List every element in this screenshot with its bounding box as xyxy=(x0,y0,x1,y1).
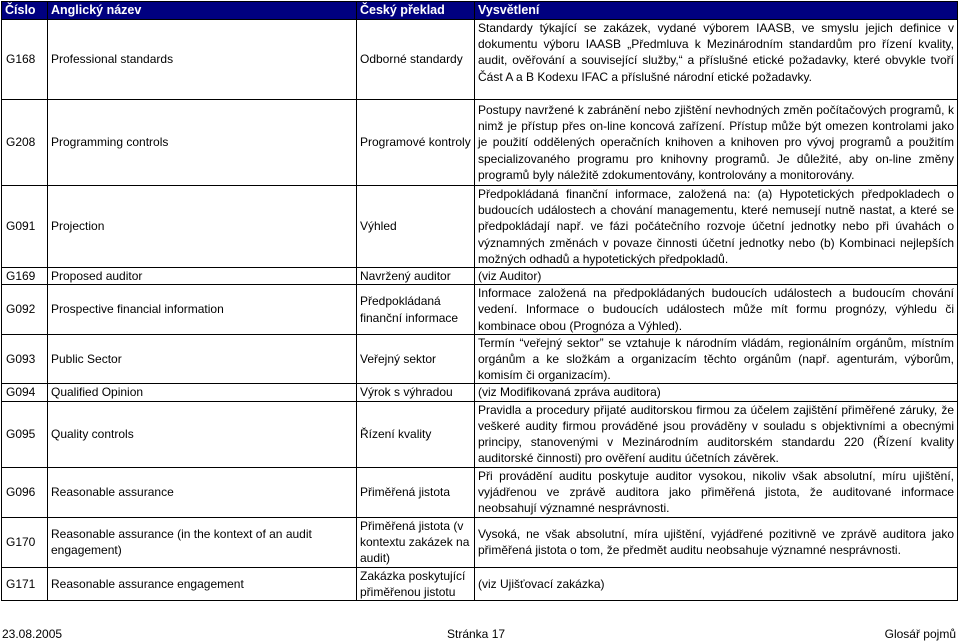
english-term: Proposed auditor xyxy=(48,268,357,285)
term-explanation: (viz Auditor) xyxy=(475,268,958,285)
czech-term: Odborné standardy xyxy=(357,20,475,100)
term-explanation: Informace založená na předpokládaných budoucích událostech a budoucím chování vedení. Informace o budoucích událostech může mít formu prognózy, výhledu či kombinace obou (Prognóza a Výhled). xyxy=(475,285,958,335)
english-term: Qualified Opinion xyxy=(48,384,357,401)
term-code: G094 xyxy=(2,384,48,401)
term-explanation: Termín “veřejný sektor” se vztahuje k národním vládám, regionálním orgánům, místním orgánům a ke složkám a organizacím těchto orgánům (např. agenturám, výborům, komisím či organizacím). xyxy=(475,334,958,384)
english-term: Reasonable assurance (in the kontext of an audit engagement) xyxy=(48,517,357,567)
english-term: Professional standards xyxy=(48,20,357,100)
footer-date: 23.08.2005 xyxy=(2,627,63,641)
term-code: G208 xyxy=(2,100,48,186)
english-term: Projection xyxy=(48,186,357,268)
english-term: Reasonable assurance xyxy=(48,467,357,517)
page-footer xyxy=(0,627,960,643)
term-code: G096 xyxy=(2,467,48,517)
czech-term: Výrok s výhradou xyxy=(357,384,475,401)
table-row xyxy=(2,285,958,335)
table-row xyxy=(2,517,958,567)
czech-term: Předpokládaná finanční informace xyxy=(357,285,475,335)
term-explanation: (viz Modifikovaná zpráva auditora) xyxy=(475,384,958,401)
czech-term: Zakázka poskytující přiměřenou jistotu xyxy=(357,567,475,600)
table-row xyxy=(2,567,958,600)
english-term: Public Sector xyxy=(48,334,357,384)
table-row xyxy=(2,186,958,268)
english-term: Quality controls xyxy=(48,401,357,467)
footer-document-title: Glosář pojmů xyxy=(884,627,956,641)
table-row xyxy=(2,334,958,384)
header-english-term: Anglický název xyxy=(48,2,357,20)
czech-term: Veřejný sektor xyxy=(357,334,475,384)
header-czech-translation: Český překlad xyxy=(357,2,475,20)
term-code: G169 xyxy=(2,268,48,285)
czech-term: Přiměřená jistota xyxy=(357,467,475,517)
header-explanation: Vysvětlení xyxy=(475,2,958,20)
term-code: G092 xyxy=(2,285,48,335)
english-term: Programming controls xyxy=(48,100,357,186)
term-explanation: Předpokládaná finanční informace, založená na: (a) Hypotetických předpokladech o budoucích událostech a chování managementu, které nemusejí nutně nastat, a které se předpokládají např. ve fázi počátečního rozvoje účetní jednotky nebo při úvahách o významných změnách v povaze činnosti účetní jednotky nebo (b) Kombinaci nejlepších možných odhadů a hypotetických předpokladů. xyxy=(475,186,958,268)
czech-term: Programové kontroly xyxy=(357,100,475,186)
table-row xyxy=(2,401,958,467)
czech-term: Řízení kvality xyxy=(357,401,475,467)
table-row xyxy=(2,384,958,401)
czech-term: Přiměřená jistota (v kontextu zakázek na audit) xyxy=(357,517,475,567)
term-explanation: Při provádění auditu poskytuje auditor vysokou, nikoliv však absolutní, míru ujištění, vyjádřenou ve zprávě auditora jako přiměřená jistota, že auditované informace neobsahují významné nesprávnosti. xyxy=(475,467,958,517)
term-code: G171 xyxy=(2,567,48,600)
czech-term: Navržený auditor xyxy=(357,268,475,285)
term-code: G168 xyxy=(2,20,48,100)
header-row xyxy=(2,2,958,20)
table-row xyxy=(2,100,958,186)
header-code: Číslo xyxy=(2,2,48,20)
table-row xyxy=(2,268,958,285)
term-explanation: Standardy týkající se zakázek, vydané výborem IAASB, ve smyslu jejich definice v dokumentu výboru IAASB „Předmluva k Mezinárodním standardům pro řízení kvality, audit, ověřování a související služby,“ a příslušné etické požadavky, které obvykle tvoří Část A a B Kodexu IFAC a příslušné národní etické požadavky. xyxy=(475,20,958,100)
footer-page-number: Stránka 17 xyxy=(447,627,506,641)
table-row xyxy=(2,467,958,517)
term-code: G093 xyxy=(2,334,48,384)
english-term: Prospective financial information xyxy=(48,285,357,335)
term-explanation: Pravidla a procedury přijaté auditorskou firmou za účelem zajištění přiměřené záruky, že veškeré audity firmou prováděné jsou prováděny v souladu s objektivními a obecnými principy, stanovenými v Mezinárodním auditorském standardu 220 (Řízení kvality auditorské činnosti) pro ověření auditu účetních závěrek. xyxy=(475,401,958,467)
term-code: G095 xyxy=(2,401,48,467)
czech-term: Výhled xyxy=(357,186,475,268)
term-explanation: (viz Ujišťovací zakázka) xyxy=(475,567,958,600)
term-code: G091 xyxy=(2,186,48,268)
term-code: G170 xyxy=(2,517,48,567)
table-row xyxy=(2,20,958,100)
term-explanation: Postupy navržené k zabránění nebo zjištění nevhodných změn počítačových programů, k nimž je přístup přes on-line koncová zařízení. Přístup může být omezen kontrolami jako je použití oddělených operačních knihoven a knihoven pro vývoj programů a použitím specializovaného programu pro knihovny programů. Je důležité, aby on-line změny programů byly náležitě zdokumentovány, kontrolovány a monitorovány. xyxy=(475,100,958,186)
glossary-table xyxy=(1,1,958,601)
english-term: Reasonable assurance engagement xyxy=(48,567,357,600)
term-explanation: Vysoká, ne však absolutní, míra ujištění, vyjádřené pozitivně ve zprávě auditora jako přiměřená jistota o tom, že předmět auditu neobsahuje významné nesprávnosti. xyxy=(475,517,958,567)
